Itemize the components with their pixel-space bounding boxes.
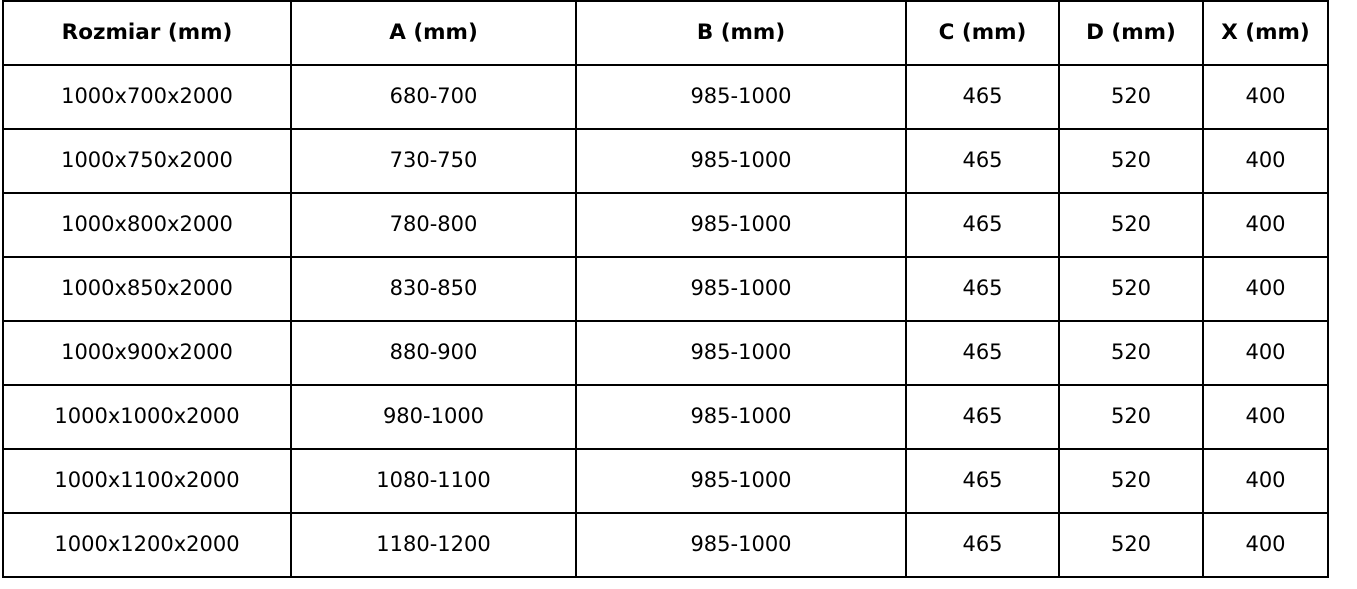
cell-x: 400 [1203,513,1328,577]
table-header-row [3,1,1328,65]
cell-rozmiar: 1000x1200x2000 [3,513,291,577]
table-row [3,65,1328,129]
table-row [3,385,1328,449]
column-header-x: X (mm) [1203,1,1328,65]
dimensions-table [2,0,1329,578]
cell-x: 400 [1203,449,1328,513]
cell-b: 985-1000 [576,513,906,577]
cell-rozmiar: 1000x900x2000 [3,321,291,385]
column-header-c: C (mm) [906,1,1059,65]
table-row [3,129,1328,193]
cell-rozmiar: 1000x1000x2000 [3,385,291,449]
cell-rozmiar: 1000x800x2000 [3,193,291,257]
cell-x: 400 [1203,129,1328,193]
cell-c: 465 [906,129,1059,193]
cell-c: 465 [906,385,1059,449]
cell-b: 985-1000 [576,385,906,449]
column-header-a: A (mm) [291,1,576,65]
cell-rozmiar: 1000x1100x2000 [3,449,291,513]
cell-rozmiar: 1000x750x2000 [3,129,291,193]
cell-a: 1080-1100 [291,449,576,513]
cell-d: 520 [1059,385,1203,449]
cell-c: 465 [906,65,1059,129]
cell-b: 985-1000 [576,321,906,385]
cell-x: 400 [1203,193,1328,257]
cell-a: 830-850 [291,257,576,321]
column-header-b: B (mm) [576,1,906,65]
cell-d: 520 [1059,513,1203,577]
cell-d: 520 [1059,321,1203,385]
cell-a: 880-900 [291,321,576,385]
cell-a: 730-750 [291,129,576,193]
cell-d: 520 [1059,193,1203,257]
cell-c: 465 [906,513,1059,577]
cell-d: 520 [1059,65,1203,129]
cell-d: 520 [1059,257,1203,321]
cell-a: 780-800 [291,193,576,257]
cell-x: 400 [1203,385,1328,449]
cell-b: 985-1000 [576,193,906,257]
table-row [3,321,1328,385]
table-row [3,257,1328,321]
cell-a: 980-1000 [291,385,576,449]
cell-c: 465 [906,449,1059,513]
cell-a: 1180-1200 [291,513,576,577]
cell-a: 680-700 [291,65,576,129]
cell-x: 400 [1203,321,1328,385]
table-row [3,513,1328,577]
column-header-rozmiar: Rozmiar (mm) [3,1,291,65]
table-header [3,1,1328,65]
cell-c: 465 [906,193,1059,257]
cell-x: 400 [1203,65,1328,129]
table-row [3,449,1328,513]
cell-rozmiar: 1000x850x2000 [3,257,291,321]
cell-d: 520 [1059,449,1203,513]
column-header-d: D (mm) [1059,1,1203,65]
cell-x: 400 [1203,257,1328,321]
cell-b: 985-1000 [576,257,906,321]
cell-rozmiar: 1000x700x2000 [3,65,291,129]
cell-b: 985-1000 [576,65,906,129]
cell-b: 985-1000 [576,449,906,513]
table-body [3,65,1328,577]
cell-c: 465 [906,257,1059,321]
cell-c: 465 [906,321,1059,385]
table-row [3,193,1328,257]
cell-b: 985-1000 [576,129,906,193]
cell-d: 520 [1059,129,1203,193]
